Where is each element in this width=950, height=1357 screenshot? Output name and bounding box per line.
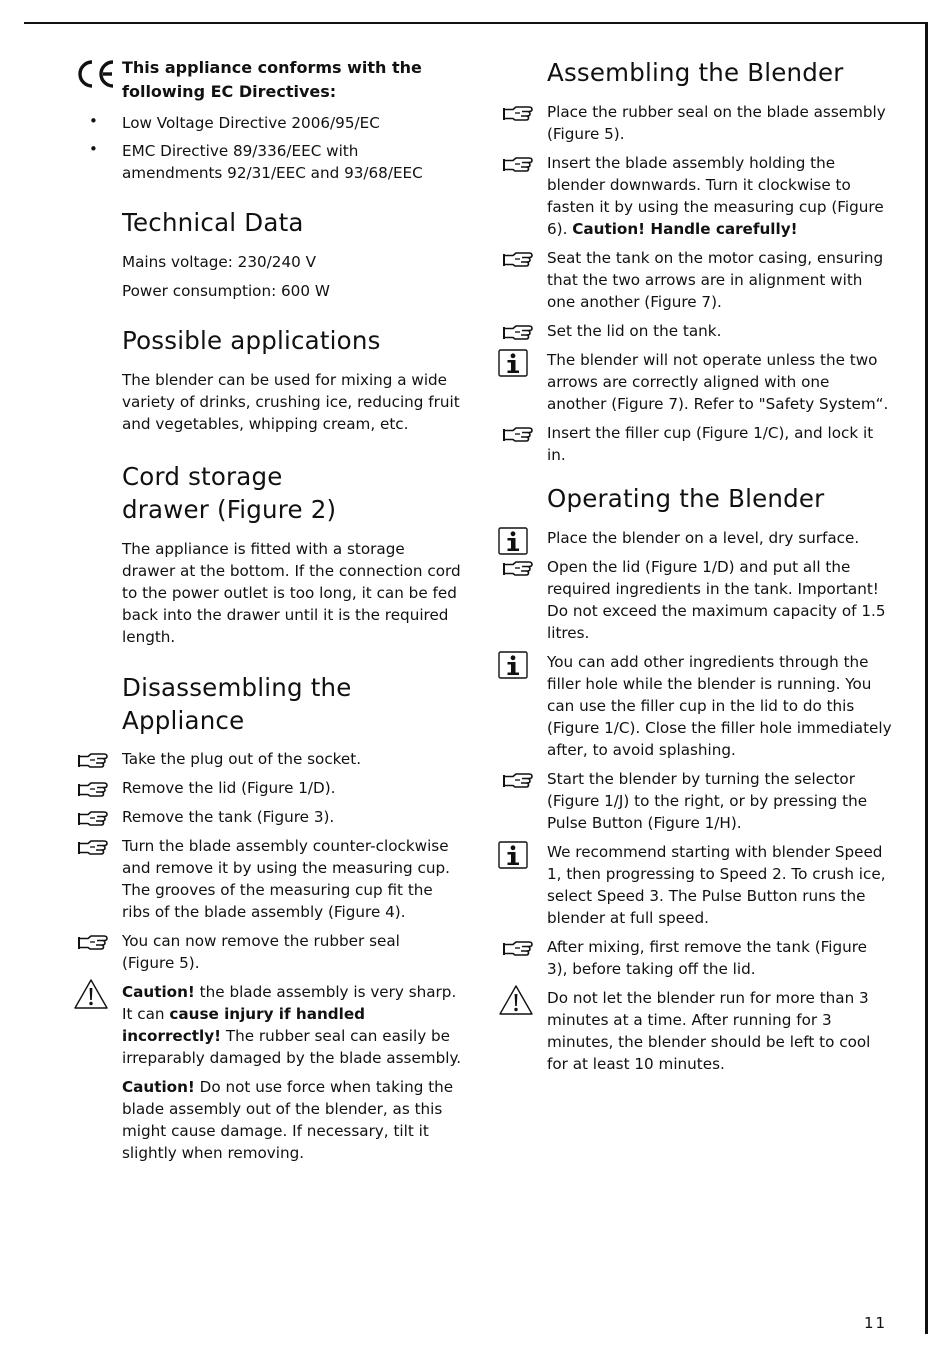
step [547,101,892,145]
step-text-body: After mixing, first remove the tank (Figure 3), before taking off the lid. [547,938,868,978]
step-text-body: Place the rubber seal on the blade assembly (Figure 5). [547,103,886,143]
pointing-hand-icon [77,751,109,769]
caution-text [122,1076,462,1164]
directive-text: EMC Directive 89/336/EEC with amendments 92/31/EEC and 93/68/EEC [122,142,423,182]
caution-label: Caution! [122,1078,195,1096]
step-text-body: Open the lid (Figure 1/D) and put all the required ingredients in the tank. Important! Do not exceed the maximum capacity of 1.5 litres. [547,558,886,642]
bullet: • [89,140,98,158]
step [547,768,892,834]
dis-step-text: Take the plug out of the socket. [122,750,362,768]
step-text [547,101,892,145]
caution-note [122,981,462,1069]
step [547,556,892,644]
directive-item [89,140,462,184]
cord-storage-text: The appliance is fitted with a storage drawer at the bottom. If the connection cord to the power outlet is too long, it can be fed back into the drawer until it is the required length. [122,540,461,646]
disassembling-title: Disassembling the Appliance [122,673,352,735]
dis-step-text: Remove the lid (Figure 1/D). [122,779,336,797]
power-consumption: Power consumption: 600 W [122,282,330,300]
step-text [547,247,892,313]
step-text [547,987,892,1075]
dis-step-text: You can now remove the rubber seal (Figure 5). [122,932,400,972]
operating-title: Operating the Blender [547,484,825,513]
step-text [547,422,892,466]
warning-icon [73,978,109,1010]
step-text-body: Set the lid on the tank. [547,322,722,340]
step-text-body: You can add other ingredients through the filler hole while the blender is running. You can use the filler cup in the lid to do this (Figure 1/C). Close the filler hole immediately after, to avoid splashing. [547,653,892,759]
ce-notice [122,56,462,104]
pointing-hand-icon [77,809,109,827]
ce-heading: This appliance conforms with the following EC Directives: [122,58,422,101]
step-text [547,651,892,761]
operating-steps [547,527,892,1075]
pointing-hand-icon [502,155,534,173]
pointing-hand-icon [502,323,534,341]
step [547,987,892,1075]
step-text [547,152,892,240]
step-text-body: Do not let the blender run for more than 3 minutes at a time. After running for 3 minutes, the blender should be left to cool for at least 10 minutes. [547,989,871,1073]
pointing-hand-icon [502,939,534,957]
step [547,936,892,980]
dis-step [122,835,462,923]
directive-text: Low Voltage Directive 2006/95/EC [122,114,380,132]
step-text [547,349,892,415]
pointing-hand-icon [77,780,109,798]
info-icon [498,349,528,377]
dis-step [122,748,462,770]
directive-item [89,112,462,134]
right-column [547,56,892,1082]
step [547,422,892,466]
caution-text [122,981,462,1069]
pointing-hand-icon [502,104,534,122]
step [547,527,892,549]
info-icon [498,651,528,679]
step-text-body: The blender will not operate unless the two arrows are correctly aligned with one another (Figure 7). Refer to "Safety System“. [547,351,889,413]
step [547,349,892,415]
applications-title: Possible applications [122,326,381,355]
step-text [547,556,892,644]
step [547,152,892,240]
step [547,320,892,342]
right-border [925,22,928,1334]
dis-step [122,806,462,828]
ce-mark-icon [73,58,117,90]
step-text [547,936,892,980]
pointing-hand-icon [502,771,534,789]
step-text-body: Insert the blade assembly holding the blender downwards. Turn it clockwise to fasten it by using the measuring cup (Figure 6). [547,154,884,238]
mains-voltage: Mains voltage: 230/240 V [122,253,316,271]
assembling-title: Assembling the Blender [547,58,844,87]
dis-step-text: Remove the tank (Figure 3). [122,808,335,826]
step-text [547,320,892,342]
info-icon [498,841,528,869]
step-text-body: Place the blender on a level, dry surface. [547,529,860,547]
pointing-hand-icon [77,838,109,856]
step-text-body: We recommend starting with blender Speed 1, then progressing to Speed 2. To crush ice, select Speed 3. The Pulse Button runs the blender at full speed. [547,843,886,927]
page-number: 11 [864,1314,888,1332]
top-border [24,22,928,24]
step [547,841,892,929]
pointing-hand-icon [502,425,534,443]
left-column [89,56,462,1164]
assembling-steps [547,101,892,466]
pointing-hand-icon [77,933,109,951]
caution-note [122,1076,462,1164]
caution-part: The rubber seal can easily be irreparably damaged by the blade assembly. [122,1027,462,1067]
caution-label: Caution! [122,983,195,1001]
step-text-body: Start the blender by turning the selector (Figure 1/J) to the right, or by pressing the Pulse Button (Figure 1/H). [547,770,868,832]
step-text [547,768,892,834]
applications-text: The blender can be used for mixing a wide variety of drinks, crushing ice, reducing fruit and vegetables, whipping cream, etc. [122,371,460,433]
bullet: • [89,112,98,130]
pointing-hand-icon [502,559,534,577]
caution-part: Do not use force when taking the blade assembly out of the blender, as this might cause damage. If necessary, tilt it slightly when removing. [122,1078,454,1162]
dis-step [122,777,462,799]
warning-icon [498,984,534,1016]
cord-storage-title: Cord storage drawer (Figure 2) [122,462,337,524]
step [547,651,892,761]
caution-part: the blade assembly is very sharp. It can [122,983,457,1023]
info-icon [498,527,528,555]
dis-step [122,930,462,974]
step [547,247,892,313]
dis-step-text: Turn the blade assembly counter-clockwise and remove it by using the measuring cup. The grooves of the measuring cup fit the ribs of the blade assembly (Figure 4). [122,837,450,921]
step-text [547,841,892,929]
caution-emphasis: cause injury if handled incorrectly! [122,1005,366,1045]
step-caution: Caution! Handle carefully! [572,220,798,238]
step-text-body: Seat the tank on the motor casing, ensuring that the two arrows are in alignment with one another (Figure 7). [547,249,884,311]
step-text-body: Insert the filler cup (Figure 1/C), and lock it in. [547,424,874,464]
technical-data-title: Technical Data [122,208,304,237]
pointing-hand-icon [502,250,534,268]
step-text [547,527,892,549]
